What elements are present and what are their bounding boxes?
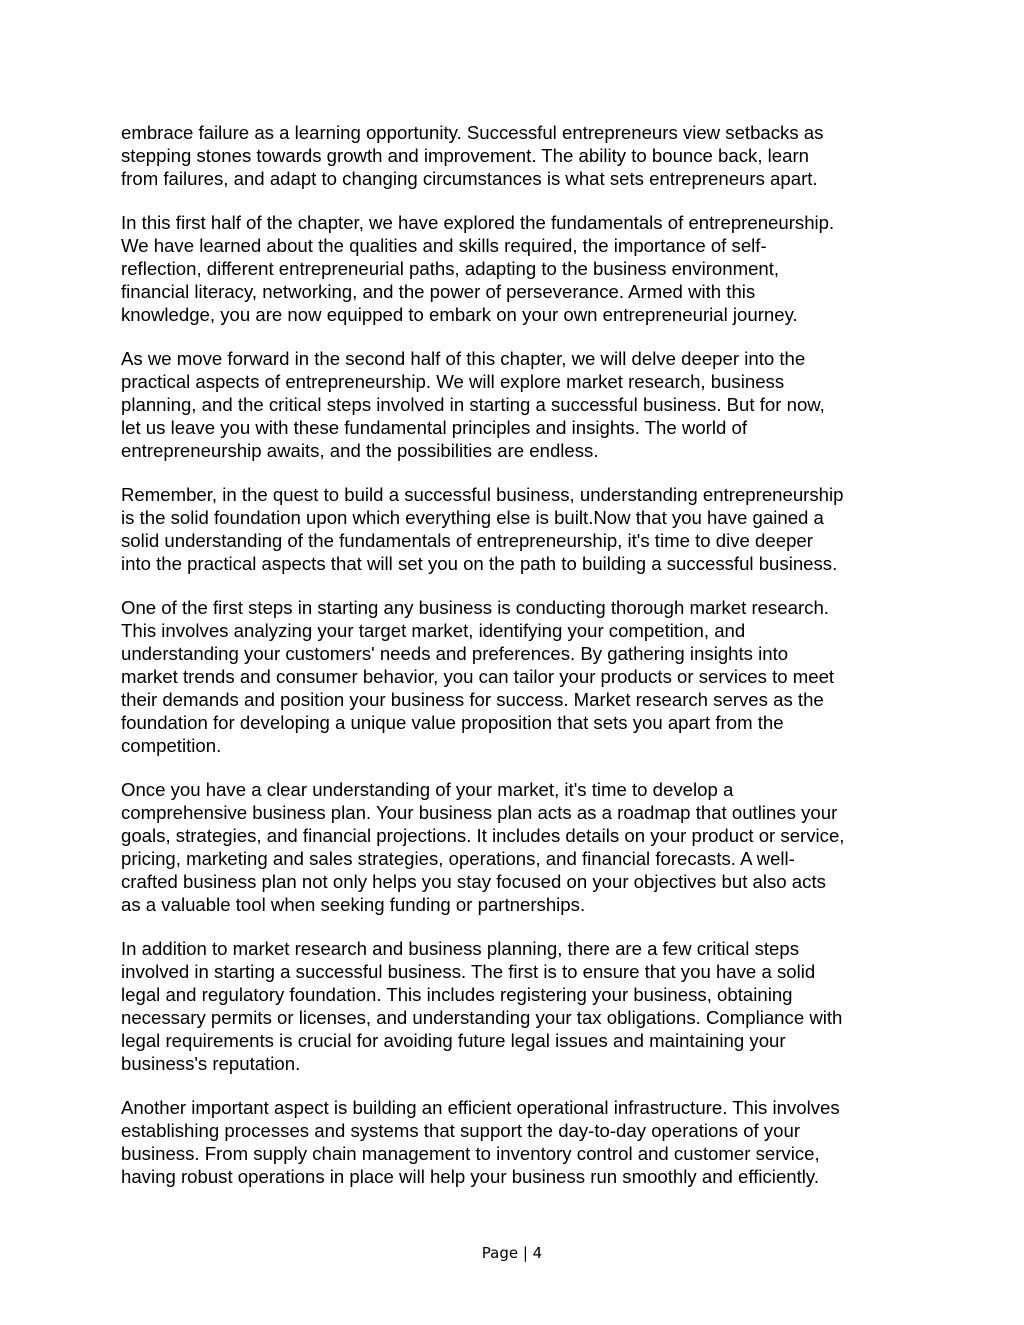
text-line: Another important aspect is building an efficient operational infrastructure. This involves [121, 1096, 840, 1118]
text-line: necessary permits or licenses, and understanding your tax obligations. Compliance with [121, 1007, 843, 1029]
paragraph-1 [121, 121, 921, 190]
paragraph-5 [121, 596, 921, 758]
text-line: reflection, different entrepreneurial paths, adapting to the business environment, [121, 257, 780, 279]
text-line: business. From supply chain management to inventory control and customer service, [121, 1143, 820, 1165]
paragraph-7 [121, 937, 921, 1076]
page-number: Page | 4 [481, 1244, 543, 1262]
text-line: As we move forward in the second half of this chapter, we will delve deeper into the [121, 347, 806, 369]
text-line: crafted business plan not only helps you stay focused on your objectives but also acts [121, 871, 826, 893]
text-line: planning, and the critical steps involved in starting a successful business. But for now, [121, 393, 825, 415]
text-line: knowledge, you are now equipped to embark on your own entrepreneurial journey. [121, 304, 798, 326]
text-line: pricing, marketing and sales strategies, operations, and financial forecasts. A well- [121, 848, 795, 870]
text-line: embrace failure as a learning opportunity. Successful entrepreneurs view setbacks as [121, 122, 824, 143]
paragraph-2 [121, 211, 921, 326]
text-line: In addition to market research and business planning, there are a few critical steps [121, 937, 800, 959]
text-line: goals, strategies, and financial projections. It includes details on your product or service, [121, 824, 845, 846]
paragraph-4 [121, 483, 921, 575]
paragraph-6 [121, 778, 921, 917]
text-line: We have learned about the qualities and skills required, the importance of self- [121, 234, 767, 256]
text-line: having robust operations in place will help your business run smoothly and efficiently. [121, 1166, 820, 1188]
text-line: business's reputation. [121, 1053, 301, 1075]
text-line: stepping stones towards growth and improvement. The ability to bounce back, learn [121, 145, 810, 167]
text-line: competition. [121, 735, 222, 757]
paragraph-3 [121, 347, 921, 462]
text-line: is the solid foundation upon which everything else is built.Now that you have gained a [121, 506, 824, 528]
text-line: This involves analyzing your target market, identifying your competition, and [121, 619, 746, 641]
page-footer [0, 1244, 1024, 1262]
text-line: foundation for developing a unique value proposition that sets you apart from the [121, 712, 784, 734]
text-line: into the practical aspects that will set you on the path to building a successful business. [121, 553, 838, 574]
text-line: financial literacy, networking, and the power of perseverance. Armed with this [121, 281, 756, 303]
text-line: practical aspects of entrepreneurship. We will explore market research, business [121, 370, 785, 392]
text-line: One of the first steps in starting any business is conducting thorough market research. [121, 596, 829, 618]
text-line: understanding your customers' needs and preferences. By gathering insights into [121, 642, 789, 664]
text-line: legal and regulatory foundation. This includes registering your business, obtaining [121, 984, 793, 1005]
text-line: as a valuable tool when seeking funding or partnerships. [121, 894, 586, 916]
text-line: In this first half of the chapter, we have explored the fundamentals of entrepreneurship. [121, 211, 835, 233]
text-line: let us leave you with these fundamental principles and insights. The world of [121, 417, 748, 439]
text-line: Once you have a clear understanding of your market, it's time to develop a [121, 778, 734, 800]
text-line: Remember, in the quest to build a successful business, understanding entrepreneurship [121, 483, 844, 505]
text-line: market trends and consumer behavior, you can tailor your products or services to meet [121, 665, 835, 687]
paragraph-8 [121, 1096, 921, 1188]
text-line: their demands and position your business for success. Market research serves as the [121, 688, 824, 710]
text-line: from failures, and adapt to changing circumstances is what sets entrepreneurs apart. [121, 168, 818, 190]
text-line: comprehensive business plan. Your business plan acts as a roadmap that outlines your [121, 801, 838, 823]
text-line: solid understanding of the fundamentals of entrepreneurship, it's time to dive deeper [121, 529, 813, 551]
body-text [121, 121, 921, 1209]
text-line: establishing processes and systems that support the day-to-day operations of your [121, 1119, 801, 1141]
text-line: entrepreneurship awaits, and the possibilities are endless. [121, 440, 599, 462]
text-line: involved in starting a successful business. The first is to ensure that you have a solid [121, 960, 816, 982]
text-line: legal requirements is crucial for avoiding future legal issues and maintaining your [121, 1030, 786, 1052]
